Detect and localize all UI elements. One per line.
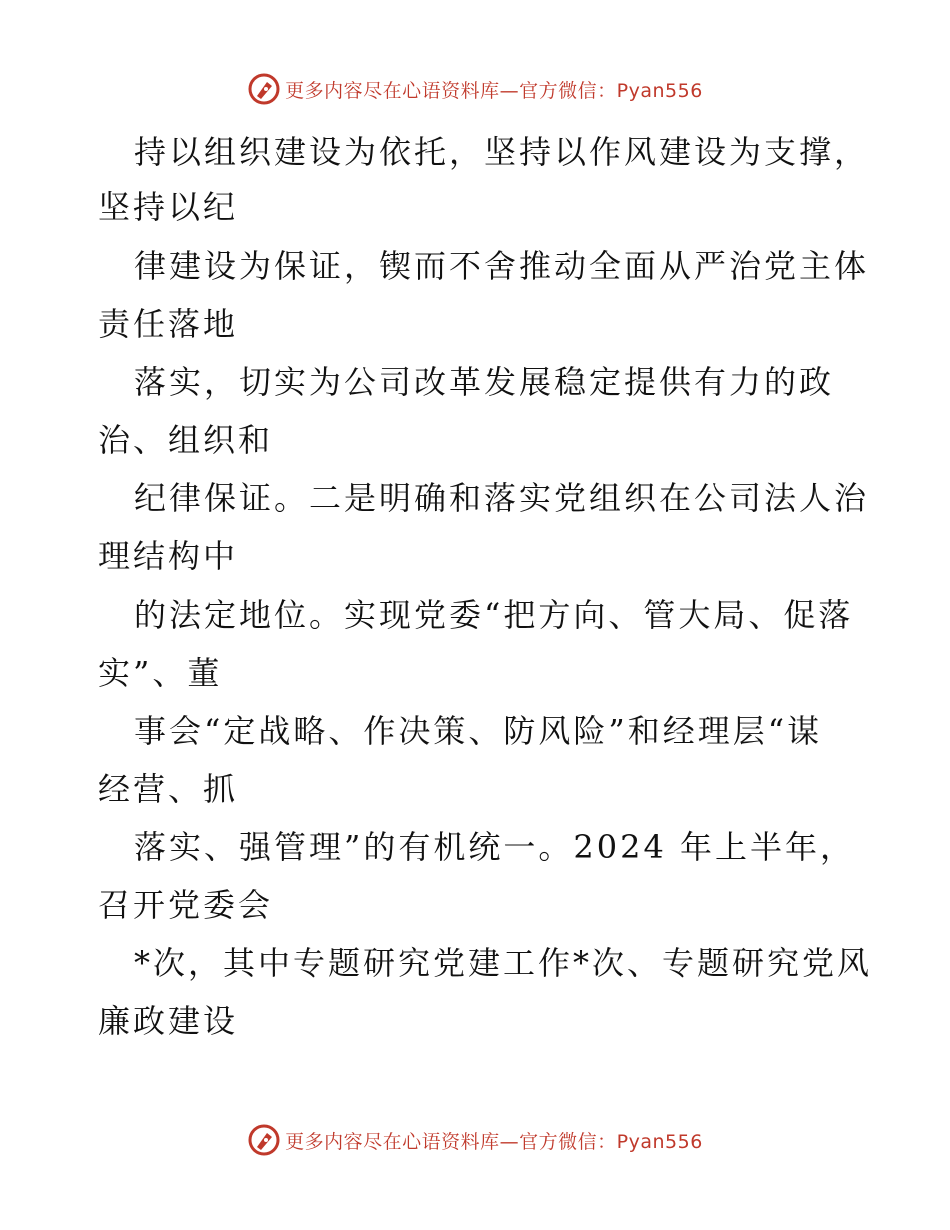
text-line: 坚持以纪 [98, 188, 239, 226]
text-line: 治、组织和 [98, 421, 274, 459]
text-line: 律建设为保证，锲而不舍推动全面从严治党主体 [134, 247, 870, 285]
footer-banner-text: 更多内容尽在心语资料库—官方微信：Pyan556 [285, 1130, 703, 1153]
text-line: 理结构中 [98, 537, 239, 575]
header-banner-text: 更多内容尽在心语资料库—官方微信：Pyan556 [285, 79, 703, 102]
footer-banner [0, 1123, 950, 1157]
text-line: *次，其中专题研究党建工作*次、专题研究党风 [134, 944, 873, 982]
pen-nib-logo-icon [247, 1123, 281, 1157]
text-line: 事会“定战略、作决策、防风险”和经理层“谋 [134, 712, 823, 750]
text-line: 的法定地位。实现党委“把方向、管大局、促落 [134, 596, 854, 634]
text-line: 经营、抓 [98, 770, 239, 808]
text-line: 纪律保证。二是明确和落实党组织在公司法人治 [134, 479, 870, 517]
pen-nib-logo-icon [247, 72, 281, 106]
text-line: 召开党委会 [98, 886, 274, 924]
text-line: 落实、强管理”的有机统一。2024 年上半年， [134, 828, 855, 866]
text-line: 持以组织建设为依托，坚持以作风建设为支撑， [134, 133, 870, 171]
header-banner [0, 72, 950, 106]
text-line: 实”、董 [98, 654, 223, 692]
text-line: 廉政建设 [98, 1002, 239, 1040]
text-line: 责任落地 [98, 305, 239, 343]
text-line: 落实，切实为公司改革发展稳定提供有力的政 [134, 363, 835, 401]
